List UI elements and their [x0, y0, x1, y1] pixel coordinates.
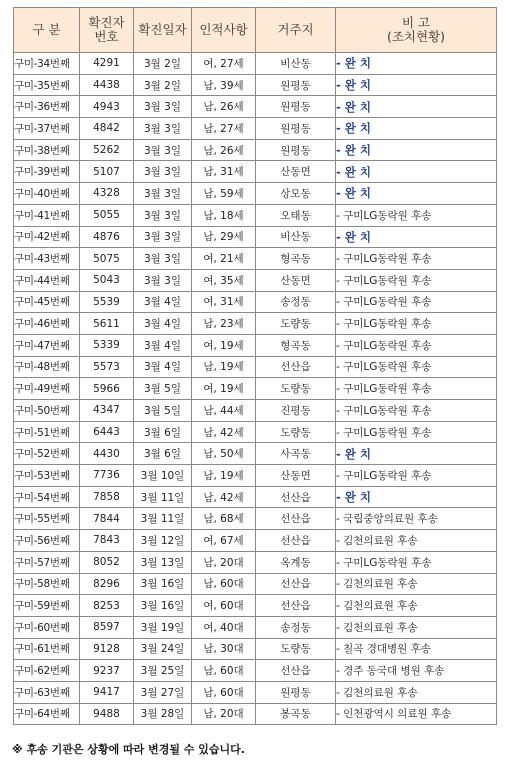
confirm-date-cell: 3월 2일 [134, 74, 192, 96]
table-row [14, 118, 497, 140]
note-cell: - 구미LG동락원 후송 [336, 551, 497, 573]
case-table [13, 7, 497, 725]
confirm-no-cell: 5262 [80, 139, 134, 161]
confirm-no-cell: 4291 [80, 53, 134, 75]
confirm-date-cell: 3월 3일 [134, 139, 192, 161]
confirm-no-cell: 4438 [80, 74, 134, 96]
note-cell: - 김천의료원 후송 [336, 616, 497, 638]
confirm-date-cell: 3월 3일 [134, 183, 192, 205]
note-cell: - 완 치 [336, 183, 497, 205]
residence-cell: 형곡동 [256, 334, 336, 356]
case-id-cell: 구미-42번째 [14, 226, 80, 248]
residence-cell: 선산읍 [256, 508, 336, 530]
confirm-date-cell: 3월 11일 [134, 508, 192, 530]
note-cell: - 인천광역시 의료원 후송 [336, 703, 497, 725]
table-row [14, 595, 497, 617]
table-row [14, 139, 497, 161]
personal-info-cell: 남, 26세 [192, 96, 256, 118]
header-info: 인적사항 [192, 8, 256, 53]
case-id-cell: 구미-45번째 [14, 291, 80, 313]
residence-cell: 선산읍 [256, 660, 336, 682]
confirm-date-cell: 3월 16일 [134, 595, 192, 617]
table-row [14, 334, 497, 356]
table-row [14, 400, 497, 422]
personal-info-cell: 여, 27세 [192, 53, 256, 75]
note-cell: - 구미LG동락원 후송 [336, 465, 497, 487]
confirm-date-cell: 3월 10일 [134, 465, 192, 487]
note-cell: - 구미LG동락원 후송 [336, 313, 497, 335]
personal-info-cell: 남, 18세 [192, 204, 256, 226]
table-row [14, 53, 497, 75]
header-note-label: 비 고 (조치현황) [386, 15, 446, 44]
residence-cell: 선산읍 [256, 595, 336, 617]
table-row [14, 74, 497, 96]
confirm-date-cell: 3월 11일 [134, 486, 192, 508]
confirm-date-cell: 3월 4일 [134, 313, 192, 335]
personal-info-cell: 남, 42세 [192, 421, 256, 443]
personal-info-cell: 여, 19세 [192, 378, 256, 400]
personal-info-cell: 남, 31세 [192, 161, 256, 183]
header-note [336, 8, 497, 53]
table-row [14, 486, 497, 508]
case-id-cell: 구미-46번째 [14, 313, 80, 335]
case-id-cell: 구미-50번째 [14, 400, 80, 422]
case-id-cell: 구미-60번째 [14, 616, 80, 638]
confirm-no-cell: 4347 [80, 400, 134, 422]
case-id-cell: 구미-52번째 [14, 443, 80, 465]
case-id-cell: 구미-57번째 [14, 551, 80, 573]
confirm-date-cell: 3월 4일 [134, 291, 192, 313]
residence-cell: 형곡동 [256, 248, 336, 270]
table-row [14, 161, 497, 183]
residence-cell: 송정동 [256, 616, 336, 638]
note-cell: - 경주 동국대 병원 후송 [336, 660, 497, 682]
table-row [14, 96, 497, 118]
residence-cell: 도량동 [256, 638, 336, 660]
note-cell: - 구미LG동락원 후송 [336, 378, 497, 400]
confirm-date-cell: 3월 2일 [134, 53, 192, 75]
confirm-date-cell: 3월 27일 [134, 681, 192, 703]
confirm-date-cell: 3월 3일 [134, 118, 192, 140]
case-id-cell: 구미-54번째 [14, 486, 80, 508]
personal-info-cell: 여, 60대 [192, 595, 256, 617]
case-id-cell: 구미-56번째 [14, 530, 80, 552]
note-cell: - 구미LG동락원 후송 [336, 291, 497, 313]
case-id-cell: 구미-53번째 [14, 465, 80, 487]
confirm-date-cell: 3월 24일 [134, 638, 192, 660]
personal-info-cell: 남, 30대 [192, 638, 256, 660]
confirm-no-cell: 7736 [80, 465, 134, 487]
residence-cell: 원평동 [256, 681, 336, 703]
case-id-cell: 구미-64번째 [14, 703, 80, 725]
personal-info-cell: 여, 35세 [192, 269, 256, 291]
confirm-no-cell: 9488 [80, 703, 134, 725]
residence-cell: 원평동 [256, 74, 336, 96]
note-cell: - 국립중앙의료원 후송 [336, 508, 497, 530]
residence-cell: 선산읍 [256, 486, 336, 508]
case-id-cell: 구미-59번째 [14, 595, 80, 617]
note-cell: - 김천의료원 후송 [336, 573, 497, 595]
note-cell: - 구미LG동락원 후송 [336, 204, 497, 226]
table-row [14, 313, 497, 335]
note-cell: - 구미LG동락원 후송 [336, 356, 497, 378]
residence-cell: 원평동 [256, 96, 336, 118]
confirm-no-cell: 5055 [80, 204, 134, 226]
confirm-no-cell: 8296 [80, 573, 134, 595]
confirm-no-cell: 9237 [80, 660, 134, 682]
residence-cell: 원평동 [256, 139, 336, 161]
table-row [14, 508, 497, 530]
confirm-date-cell: 3월 6일 [134, 443, 192, 465]
note-cell: - 완 치 [336, 139, 497, 161]
personal-info-cell: 여, 31세 [192, 291, 256, 313]
note-cell: - 완 치 [336, 161, 497, 183]
confirm-no-cell: 4430 [80, 443, 134, 465]
personal-info-cell: 남, 20대 [192, 703, 256, 725]
confirm-no-cell: 8597 [80, 616, 134, 638]
personal-info-cell: 여, 19세 [192, 334, 256, 356]
confirm-no-cell: 7844 [80, 508, 134, 530]
confirm-date-cell: 3월 13일 [134, 551, 192, 573]
case-id-cell: 구미-55번째 [14, 508, 80, 530]
residence-cell: 선산읍 [256, 573, 336, 595]
case-id-cell: 구미-35번째 [14, 74, 80, 96]
personal-info-cell: 남, 60대 [192, 681, 256, 703]
table-row [14, 269, 497, 291]
personal-info-cell: 남, 60대 [192, 660, 256, 682]
confirm-date-cell: 3월 3일 [134, 226, 192, 248]
note-cell: - 완 치 [336, 96, 497, 118]
residence-cell: 도량동 [256, 421, 336, 443]
personal-info-cell: 남, 59세 [192, 183, 256, 205]
residence-cell: 옥계동 [256, 551, 336, 573]
table-row [14, 421, 497, 443]
case-id-cell: 구미-43번째 [14, 248, 80, 270]
confirm-no-cell: 5573 [80, 356, 134, 378]
header-confirm-no-label: 확진자 번호 [88, 15, 125, 44]
note-cell: - 완 치 [336, 486, 497, 508]
table-row [14, 638, 497, 660]
note-cell: - 완 치 [336, 53, 497, 75]
confirm-date-cell: 3월 5일 [134, 378, 192, 400]
residence-cell: 선산읍 [256, 356, 336, 378]
confirm-no-cell: 7843 [80, 530, 134, 552]
table-row [14, 356, 497, 378]
personal-info-cell: 남, 44세 [192, 400, 256, 422]
note-cell: - 김천의료원 후송 [336, 530, 497, 552]
table-header [14, 8, 497, 53]
personal-info-cell: 남, 50세 [192, 443, 256, 465]
case-id-cell: 구미-48번째 [14, 356, 80, 378]
residence-cell: 산동면 [256, 269, 336, 291]
confirm-date-cell: 3월 3일 [134, 269, 192, 291]
note-cell: - 칠곡 경대병원 후송 [336, 638, 497, 660]
header-case-id: 구 분 [14, 8, 80, 53]
confirm-no-cell: 9128 [80, 638, 134, 660]
note-cell: - 완 치 [336, 443, 497, 465]
confirm-no-cell: 4876 [80, 226, 134, 248]
table-row [14, 660, 497, 682]
note-cell: - 완 치 [336, 226, 497, 248]
residence-cell: 원평동 [256, 118, 336, 140]
confirm-date-cell: 3월 3일 [134, 96, 192, 118]
residence-cell: 산동면 [256, 161, 336, 183]
confirm-no-cell: 5043 [80, 269, 134, 291]
header-residence: 거주지 [256, 8, 336, 53]
confirm-no-cell: 8253 [80, 595, 134, 617]
personal-info-cell: 남, 23세 [192, 313, 256, 335]
residence-cell: 오태동 [256, 204, 336, 226]
table-row [14, 226, 497, 248]
table-row [14, 573, 497, 595]
confirm-no-cell: 5966 [80, 378, 134, 400]
confirm-date-cell: 3월 4일 [134, 356, 192, 378]
note-cell: - 완 치 [336, 74, 497, 96]
case-id-cell: 구미-62번째 [14, 660, 80, 682]
case-id-cell: 구미-38번째 [14, 139, 80, 161]
case-id-cell: 구미-58번째 [14, 573, 80, 595]
personal-info-cell: 남, 27세 [192, 118, 256, 140]
table-row [14, 465, 497, 487]
table-row [14, 378, 497, 400]
note-cell: - 구미LG동락원 후송 [336, 400, 497, 422]
confirm-date-cell: 3월 3일 [134, 161, 192, 183]
table-row [14, 183, 497, 205]
residence-cell: 상모동 [256, 183, 336, 205]
personal-info-cell: 남, 29세 [192, 226, 256, 248]
confirm-no-cell: 5539 [80, 291, 134, 313]
table-row [14, 530, 497, 552]
case-id-cell: 구미-39번째 [14, 161, 80, 183]
residence-cell: 봉곡동 [256, 703, 336, 725]
confirm-date-cell: 3월 19일 [134, 616, 192, 638]
table-body [14, 53, 497, 725]
note-cell: - 김천의료원 후송 [336, 595, 497, 617]
case-id-cell: 구미-47번째 [14, 334, 80, 356]
personal-info-cell: 남, 42세 [192, 486, 256, 508]
confirm-date-cell: 3월 3일 [134, 248, 192, 270]
personal-info-cell: 여, 40대 [192, 616, 256, 638]
case-id-cell: 구미-37번째 [14, 118, 80, 140]
case-id-cell: 구미-61번째 [14, 638, 80, 660]
case-id-cell: 구미-51번째 [14, 421, 80, 443]
personal-info-cell: 남, 20대 [192, 551, 256, 573]
table-row [14, 204, 497, 226]
personal-info-cell: 남, 68세 [192, 508, 256, 530]
case-id-cell: 구미-40번째 [14, 183, 80, 205]
note-cell: - 완 치 [336, 118, 497, 140]
personal-info-cell: 남, 39세 [192, 74, 256, 96]
case-id-cell: 구미-34번째 [14, 53, 80, 75]
residence-cell: 도량동 [256, 313, 336, 335]
confirm-date-cell: 3월 6일 [134, 421, 192, 443]
confirm-no-cell: 4328 [80, 183, 134, 205]
personal-info-cell: 남, 26세 [192, 139, 256, 161]
personal-info-cell: 남, 19세 [192, 465, 256, 487]
case-id-cell: 구미-44번째 [14, 269, 80, 291]
table-row [14, 291, 497, 313]
note-cell: - 구미LG동락원 후송 [336, 421, 497, 443]
table-row [14, 681, 497, 703]
confirm-date-cell: 3월 16일 [134, 573, 192, 595]
footnote: ※ 후송 기관은 상황에 따라 변경될 수 있습니다. [12, 743, 245, 756]
case-id-cell: 구미-36번째 [14, 96, 80, 118]
confirm-date-cell: 3월 3일 [134, 204, 192, 226]
case-id-cell: 구미-41번째 [14, 204, 80, 226]
personal-info-cell: 남, 60대 [192, 573, 256, 595]
table-row [14, 551, 497, 573]
personal-info-cell: 여, 67세 [192, 530, 256, 552]
confirm-no-cell: 5611 [80, 313, 134, 335]
residence-cell: 산동면 [256, 465, 336, 487]
confirm-no-cell: 6443 [80, 421, 134, 443]
table-row [14, 443, 497, 465]
personal-info-cell: 남, 19세 [192, 356, 256, 378]
table-row [14, 248, 497, 270]
confirm-no-cell: 5339 [80, 334, 134, 356]
confirm-no-cell: 5107 [80, 161, 134, 183]
header-confirm-no [80, 8, 134, 53]
residence-cell: 선산읍 [256, 530, 336, 552]
personal-info-cell: 여, 21세 [192, 248, 256, 270]
residence-cell: 송정동 [256, 291, 336, 313]
residence-cell: 도량동 [256, 378, 336, 400]
case-id-cell: 구미-49번째 [14, 378, 80, 400]
note-cell: - 구미LG동락원 후송 [336, 334, 497, 356]
residence-cell: 비산동 [256, 53, 336, 75]
note-cell: - 구미LG동락원 후송 [336, 269, 497, 291]
confirm-no-cell: 4842 [80, 118, 134, 140]
confirm-date-cell: 3월 28일 [134, 703, 192, 725]
confirm-no-cell: 8052 [80, 551, 134, 573]
residence-cell: 사곡동 [256, 443, 336, 465]
confirm-no-cell: 9417 [80, 681, 134, 703]
table-row [14, 703, 497, 725]
note-cell: - 구미LG동락원 후송 [336, 248, 497, 270]
residence-cell: 진평동 [256, 400, 336, 422]
confirm-no-cell: 7858 [80, 486, 134, 508]
table-row [14, 616, 497, 638]
header-confirm-date: 확진일자 [134, 8, 192, 53]
confirm-date-cell: 3월 4일 [134, 334, 192, 356]
confirm-date-cell: 3월 5일 [134, 400, 192, 422]
residence-cell: 비산동 [256, 226, 336, 248]
confirm-date-cell: 3월 12일 [134, 530, 192, 552]
confirm-no-cell: 4943 [80, 96, 134, 118]
confirm-no-cell: 5075 [80, 248, 134, 270]
case-id-cell: 구미-63번째 [14, 681, 80, 703]
confirm-date-cell: 3월 25일 [134, 660, 192, 682]
note-cell: - 김천의료원 후송 [336, 681, 497, 703]
